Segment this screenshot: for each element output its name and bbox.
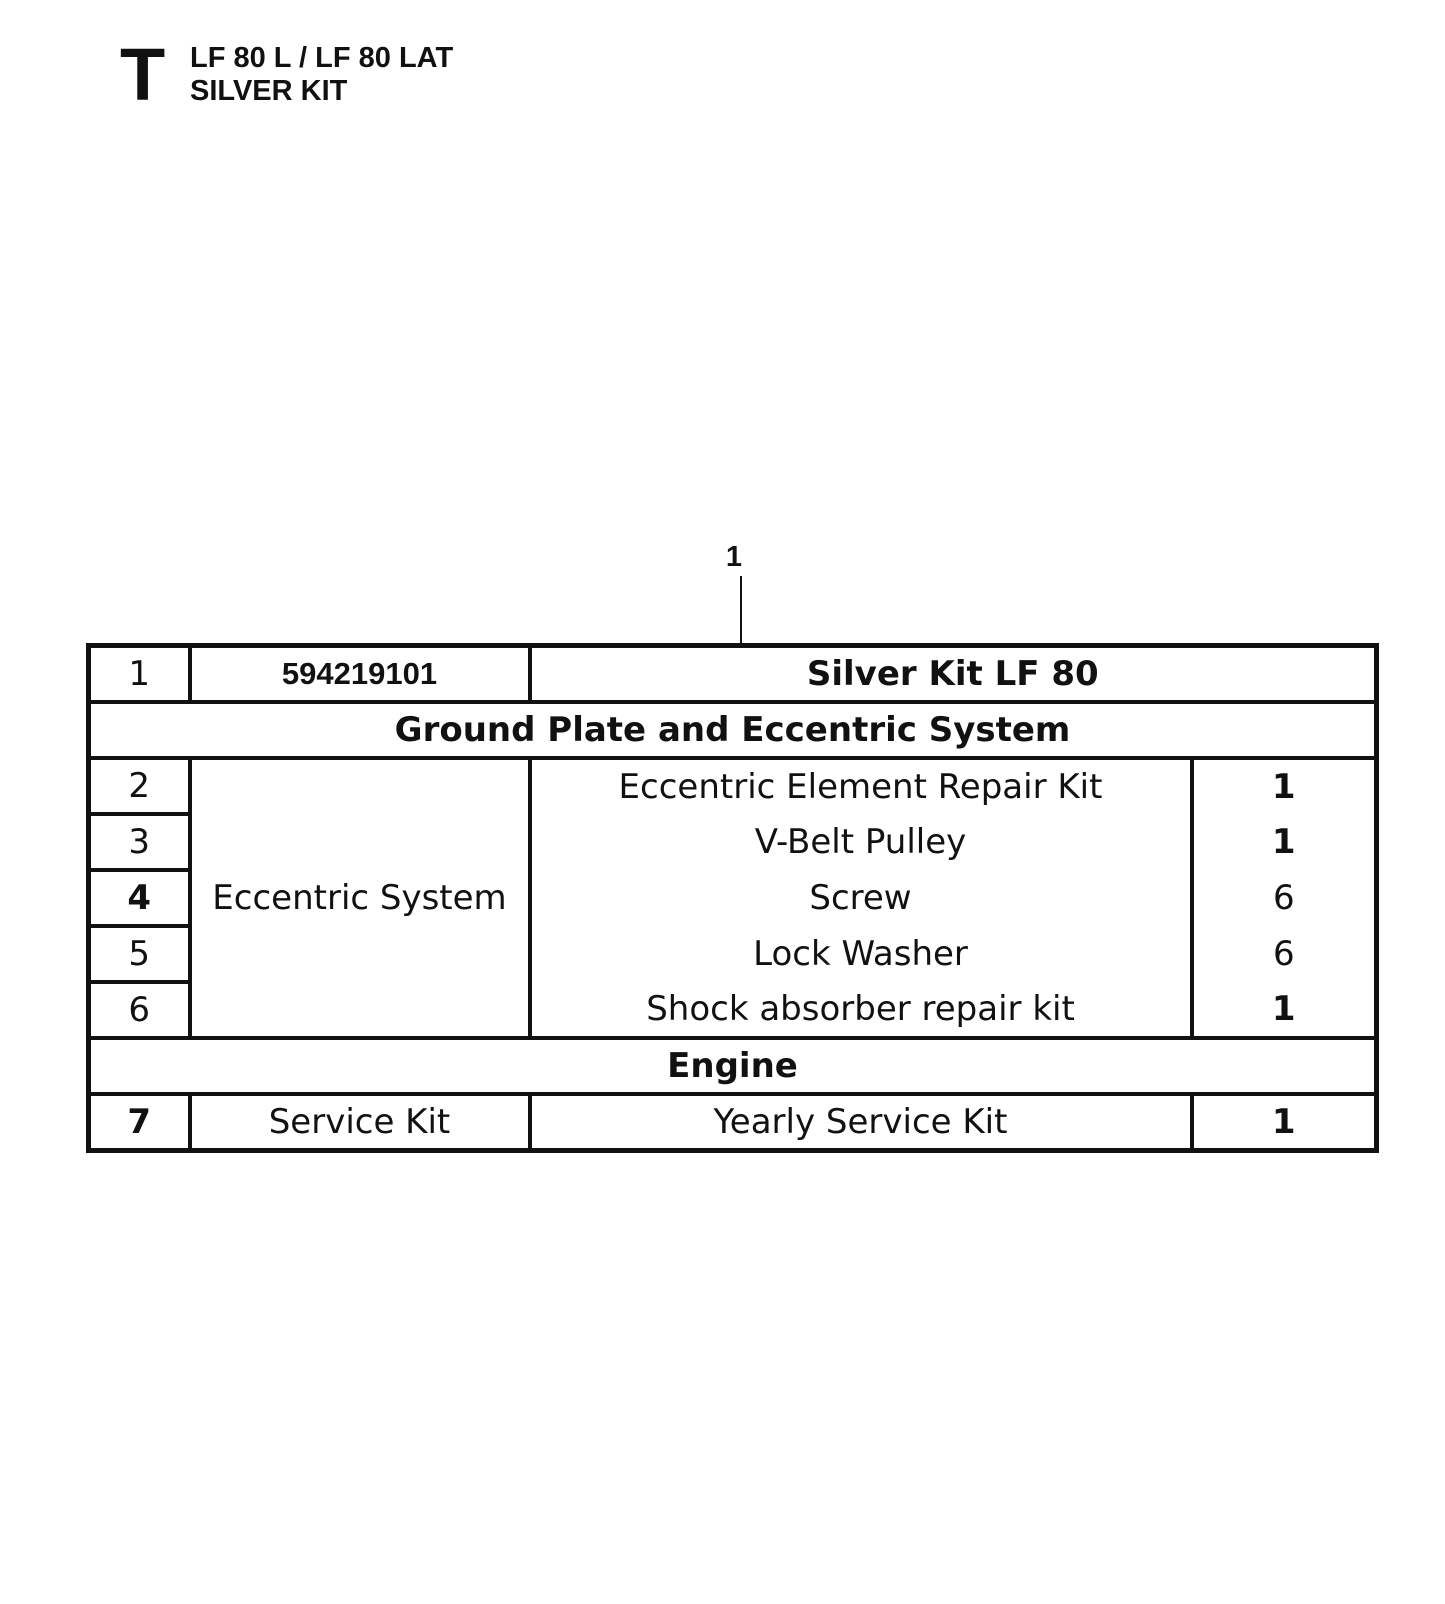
description-cell: Lock Washer [530, 926, 1192, 982]
pos-cell: 7 [89, 1094, 190, 1151]
qty-cell: 6 [1192, 870, 1377, 926]
pos-cell: 2 [89, 758, 190, 814]
kit-pos-cell: 1 [89, 646, 190, 703]
qty-cell: 1 [1192, 758, 1377, 814]
parts-table [86, 643, 1379, 1153]
table-row-kit [89, 646, 1377, 703]
section-letter: T [120, 33, 166, 116]
kit-title: SILVER KIT [190, 75, 348, 107]
section-header-row [89, 1038, 1377, 1094]
description-cell: Yearly Service Kit [530, 1094, 1192, 1151]
description-cell: V-Belt Pulley [530, 814, 1192, 870]
section-title-ground-plate: Ground Plate and Eccentric System [89, 702, 1377, 758]
kit-name-cell: Silver Kit LF 80 [530, 646, 1377, 703]
pos-cell: 6 [89, 982, 190, 1038]
qty-cell: 1 [1192, 1094, 1377, 1151]
pos-cell: 4 [89, 870, 190, 926]
qty-cell: 1 [1192, 982, 1377, 1038]
pos-cell: 5 [89, 926, 190, 982]
model-name: LF 80 L / LF 80 LAT [190, 42, 454, 74]
table-row [89, 758, 1377, 814]
section-header-row [89, 702, 1377, 758]
description-cell: Screw [530, 870, 1192, 926]
section-title-engine: Engine [89, 1038, 1377, 1094]
group-cell-service-kit: Service Kit [190, 1094, 530, 1151]
group-cell-eccentric-system: Eccentric System [190, 758, 530, 1038]
pos-cell: 3 [89, 814, 190, 870]
callout-leader-line [740, 576, 742, 643]
callout-label: 1 [725, 541, 743, 573]
kit-part-number-cell: 594219101 [190, 646, 530, 703]
page-title [190, 42, 453, 108]
qty-cell: 6 [1192, 926, 1377, 982]
description-cell: Eccentric Element Repair Kit [530, 758, 1192, 814]
description-cell: Shock absorber repair kit [530, 982, 1192, 1038]
table-row [89, 1094, 1377, 1151]
qty-cell: 1 [1192, 814, 1377, 870]
